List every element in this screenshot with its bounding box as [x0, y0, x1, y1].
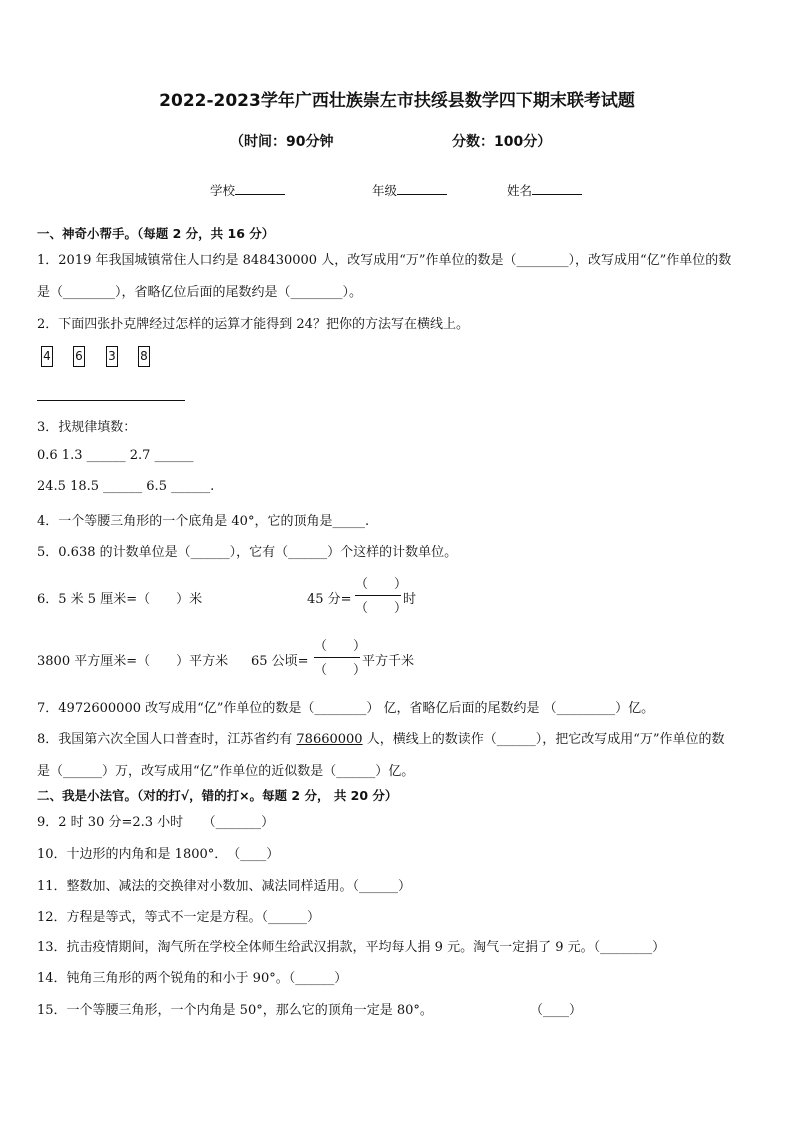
- fraction-numerator[interactable]: （ ）: [355, 577, 408, 592]
- fraction-hours: [355, 573, 408, 617]
- question-6-row-2-left: 3800 平方厘米=（ ）平方米: [37, 654, 229, 669]
- page-title: 2022-2023学年广西壮族崇左市扶绥县数学四下期末联考试题: [159, 91, 635, 111]
- poker-card: 3: [106, 346, 118, 367]
- question-2-text: 2．下面四张扑克牌经过怎样的运算才能得到 24？把你的方法写在横线上。: [37, 317, 469, 332]
- grade-label: 年级: [372, 183, 398, 198]
- question-6-right-suffix: 时: [403, 592, 417, 607]
- question-6-row-2-suffix: 平方千米: [362, 654, 415, 669]
- school-field[interactable]: [210, 181, 285, 199]
- question-8-line-2: 是（______）万，改写成用“亿”作单位的近似数是（______）亿。: [37, 764, 415, 779]
- question-5-text: 5．0.638 的计数单位是（______），它有（______）个这样的计数单位。: [37, 545, 458, 560]
- section-2-heading: 二、我是小法官。（对的打√，错的打×。每题 2 分， 共 20 分）: [37, 788, 398, 803]
- fraction-bar: [355, 595, 401, 596]
- name-label: 姓名: [507, 183, 533, 198]
- fraction-numerator[interactable]: （ ）: [314, 639, 367, 654]
- poker-card: 4: [41, 346, 53, 367]
- question-4-text: 4．一个等腰三角形的一个底角是 40°，它的顶角是_____.: [37, 514, 370, 529]
- question-10-text: 10．十边形的内角和是 1800°． （____）: [37, 847, 280, 862]
- question-15-text: 15．一个等腰三角形，一个内角是 50°，那么它的顶角一定是 80°。: [37, 1003, 433, 1018]
- name-blank[interactable]: [532, 182, 582, 195]
- question-6-row-2-mid: 65 公顷=: [251, 654, 309, 669]
- question-8-line-1: [37, 728, 725, 747]
- question-6-left: 6．5 米 5 厘米=（ ）米: [37, 592, 203, 607]
- question-9-text: 9．2 时 30 分=2.3 小时 （_______）: [37, 815, 275, 830]
- question-6-right-prefix: 45 分=: [307, 592, 352, 607]
- answer-line[interactable]: [37, 400, 185, 401]
- name-field[interactable]: [507, 181, 582, 199]
- grade-field[interactable]: [372, 181, 447, 199]
- poker-card: 8: [138, 346, 150, 367]
- fraction-denominator[interactable]: （ ）: [314, 663, 367, 678]
- question-8-text-b: 人，横线上的数读作（______），把它改写成用“万”作单位的数: [362, 732, 725, 747]
- question-7-text: 7．4972600000 改写成用“亿”作单位的数是（________） 亿，省略亿后面的尾数约是 （_________）亿。: [37, 701, 655, 716]
- grade-blank[interactable]: [397, 182, 447, 195]
- question-13-text: 13．抗击疫情期间，淘气所在学校全体师生给武汉捐款，平均每人捐 9 元。淘气一定捐了 9 元。（________）: [37, 940, 666, 955]
- question-1-line-2: 是（________），省略亿位后面的尾数约是（________）。: [37, 285, 363, 300]
- poker-card: 6: [73, 346, 85, 367]
- question-3-heading: 3．找规律填数：: [37, 420, 137, 435]
- question-8-text-a: 8．我国第六次全国人口普查时，江苏省约有: [37, 732, 297, 747]
- question-15-blank[interactable]: （____）: [530, 1003, 583, 1018]
- section-1-heading: 一、神奇小帮手。（每题 2 分，共 16 分）: [37, 226, 275, 241]
- school-label: 学校: [210, 183, 236, 198]
- question-14-text: 14．钝角三角形的两个锐角的和小于 90°。（______）: [37, 971, 348, 986]
- question-12-text: 12．方程是等式，等式不一定是方程。（______）: [37, 910, 321, 925]
- exam-score: 分数：100分）: [452, 134, 552, 150]
- fraction-bar: [314, 657, 360, 658]
- fraction-denominator[interactable]: （ ）: [355, 601, 408, 616]
- fraction-area: [314, 635, 367, 679]
- question-1-line-1: 1．2019 年我国城镇常住人口约是 848430000 人，改写成用“万”作单位的数是（________），改写成用“亿”作单位的数: [37, 253, 732, 268]
- school-blank[interactable]: [235, 182, 285, 195]
- exam-time: （时间：90分钟: [230, 134, 334, 150]
- question-3-row-1: 0.6 1.3 ______ 2.7 ______: [37, 448, 194, 463]
- question-3-row-2: 24.5 18.5 ______ 6.5 ______.: [37, 479, 215, 494]
- question-11-text: 11．整数加、减法的交换律对小数加、减法同样适用。（______）: [37, 879, 412, 894]
- underlined-number: 78660000: [296, 732, 363, 747]
